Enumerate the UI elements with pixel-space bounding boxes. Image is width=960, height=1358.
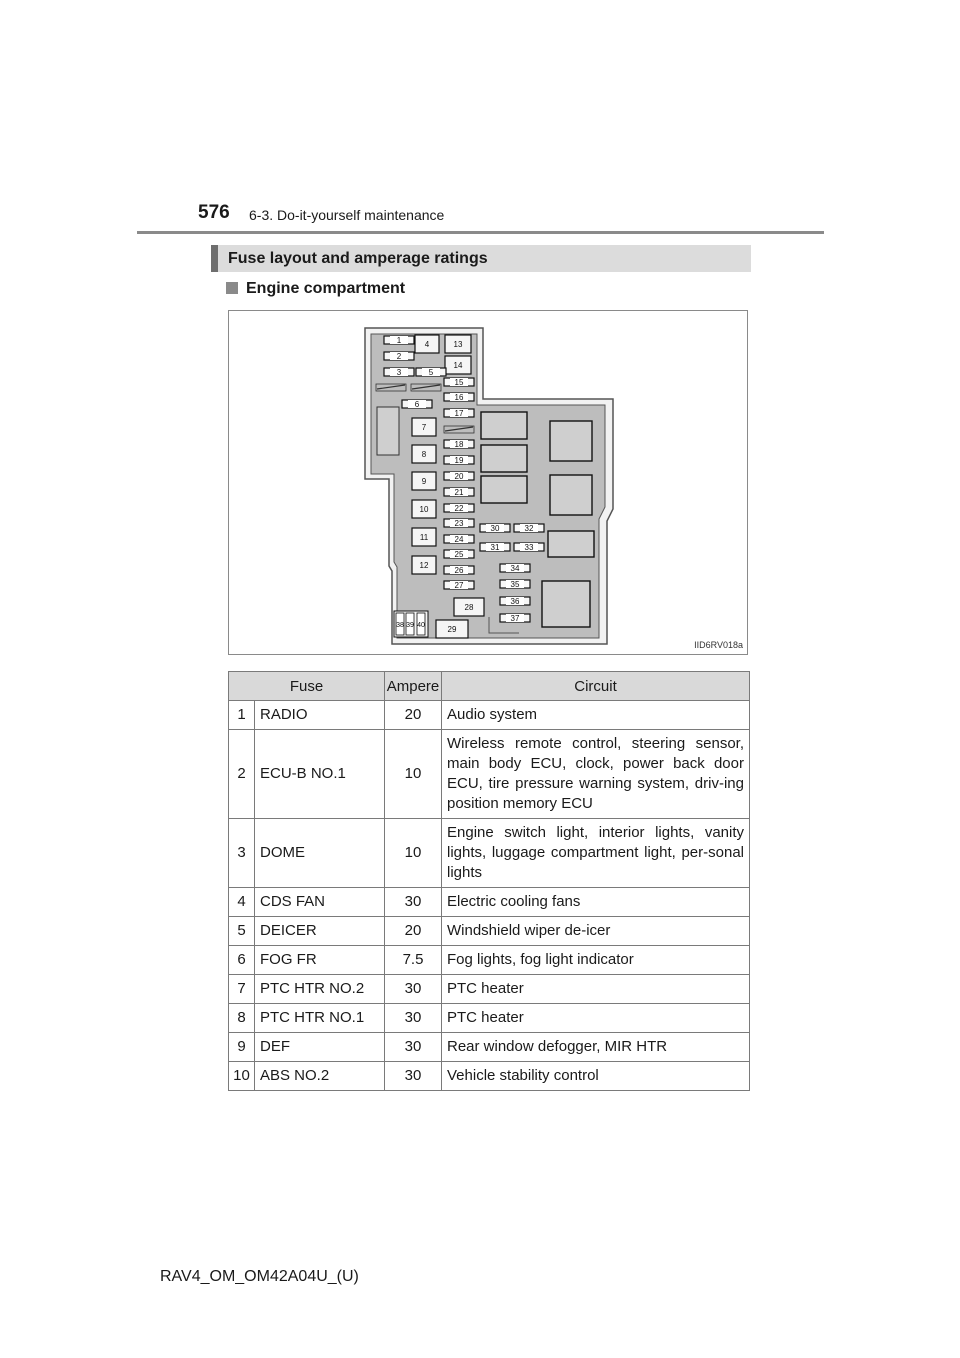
fuse-label: 14: [453, 361, 463, 370]
fuse-number-cell: 8: [229, 1004, 255, 1033]
circuit-cell: Engine switch light, interior lights, vanity lights, luggage compartment light, per-sonal lights: [442, 819, 750, 888]
fuse-number-cell: 7: [229, 975, 255, 1004]
fuse-label: 13: [453, 340, 463, 349]
fuse-label: 6: [414, 400, 420, 409]
table-row: [229, 730, 750, 819]
fuse-name-cell: ECU-B NO.1: [255, 730, 385, 819]
fuse-number-cell: 10: [229, 1062, 255, 1091]
fuse-label: 8: [421, 450, 427, 459]
fuse-label: 34: [510, 564, 520, 573]
table-header-row: [229, 672, 750, 701]
fuse-number-cell: 9: [229, 1033, 255, 1062]
fuse-label: 18: [454, 440, 464, 449]
ampere-cell: 30: [385, 1004, 442, 1033]
ampere-cell: 30: [385, 1062, 442, 1091]
circuit-cell: Rear window defogger, MIR HTR: [442, 1033, 750, 1062]
fuse-name-cell: DOME: [255, 819, 385, 888]
section-bar-title: Fuse layout and amperage ratings: [228, 250, 488, 267]
fuse-box-diagram: [228, 310, 748, 655]
ampere-cell: 30: [385, 888, 442, 917]
circuit-cell: Windshield wiper de-icer: [442, 917, 750, 946]
fuse-box-drawing: [229, 311, 749, 656]
fuse-label: 19: [454, 456, 464, 465]
table-row: [229, 946, 750, 975]
circuit-cell: PTC heater: [442, 975, 750, 1004]
page-number: 576: [198, 202, 230, 223]
fuse-number-cell: 2: [229, 730, 255, 819]
fuse-number-cell: 3: [229, 819, 255, 888]
fuse-name-cell: DEF: [255, 1033, 385, 1062]
relay: [481, 476, 527, 503]
footer-model-code: RAV4_OM_OM42A04U_(U): [160, 1268, 359, 1285]
fuse-label: 12: [419, 561, 429, 570]
relay: [481, 412, 527, 439]
fuse-label: 21: [454, 488, 464, 497]
fuse-label: 31: [490, 543, 500, 552]
fuse-label: 15: [454, 378, 464, 387]
fuse-name-cell: FOG FR: [255, 946, 385, 975]
fuse-label: 39: [406, 622, 414, 629]
fuse-label: 27: [454, 581, 464, 590]
circuit-cell: PTC heater: [442, 1004, 750, 1033]
relay: [550, 475, 592, 515]
fuse-number-cell: 6: [229, 946, 255, 975]
fuse-label: 38: [396, 622, 404, 629]
figure-code: IID6RV018a: [694, 640, 743, 650]
ampere-cell: 30: [385, 1033, 442, 1062]
fuse-label: 10: [419, 505, 429, 514]
fuse-label: 26: [454, 566, 464, 575]
relay-slot: [377, 407, 399, 455]
ampere-cell: 7.5: [385, 946, 442, 975]
square-bullet-icon: [226, 282, 238, 294]
fuse-label: 11: [419, 533, 429, 542]
fuse-label: 37: [510, 614, 520, 623]
fuse-label: 20: [454, 472, 464, 481]
section-title: 6-3. Do-it-yourself maintenance: [249, 207, 445, 223]
fuse-label: 24: [454, 535, 464, 544]
ampere-cell: 10: [385, 819, 442, 888]
fuse-number-cell: 5: [229, 917, 255, 946]
relay: [550, 421, 592, 461]
fuse-label: 5: [428, 368, 434, 377]
fuse-label: 32: [524, 524, 534, 533]
fuse-label: 17: [454, 409, 464, 418]
fuse-number-cell: 1: [229, 701, 255, 730]
fuse-table: [228, 671, 750, 1091]
circuit-cell: Audio system: [442, 701, 750, 730]
header-circuit: Circuit: [442, 672, 750, 701]
fuse-name-cell: PTC HTR NO.1: [255, 1004, 385, 1033]
fuse-label: 35: [510, 580, 520, 589]
fuse-name-cell: PTC HTR NO.2: [255, 975, 385, 1004]
ampere-cell: 30: [385, 975, 442, 1004]
table-row: [229, 819, 750, 888]
fuse-label: 2: [396, 352, 402, 361]
section-bar: [211, 245, 751, 272]
fuse-label: 33: [524, 543, 534, 552]
fuse-label: 4: [424, 340, 430, 349]
fuse-label: 30: [490, 524, 500, 533]
fuse-label: 1: [396, 336, 402, 345]
relay: [548, 531, 594, 557]
subsection-title: Engine compartment: [246, 280, 406, 297]
table-row: [229, 701, 750, 730]
table-row: [229, 975, 750, 1004]
ampere-cell: 20: [385, 917, 442, 946]
fuse-label: 9: [421, 477, 427, 486]
table-row: [229, 1033, 750, 1062]
fuse-label: 7: [421, 423, 427, 432]
subsection-heading: [226, 280, 405, 298]
fuse-label: 22: [454, 504, 464, 513]
header-rule: [137, 231, 824, 234]
fuse-label: 25: [454, 550, 464, 559]
table-row: [229, 1004, 750, 1033]
header-ampere: Ampere: [385, 672, 442, 701]
fuse-name-cell: CDS FAN: [255, 888, 385, 917]
circuit-cell: Vehicle stability control: [442, 1062, 750, 1091]
table-row: [229, 917, 750, 946]
relay: [542, 581, 590, 627]
ampere-cell: 20: [385, 701, 442, 730]
fuse-label: 28: [464, 603, 474, 612]
table-row: [229, 888, 750, 917]
fuse-name-cell: ABS NO.2: [255, 1062, 385, 1091]
fuse-label: 3: [396, 368, 402, 377]
circuit-cell: Wireless remote control, steering sensor, main body ECU, clock, power back door ECU, tire pressure warning system, driv-ing position memory ECU: [442, 730, 750, 819]
fuse-label: 23: [454, 519, 464, 528]
fuse-name-cell: RADIO: [255, 701, 385, 730]
circuit-cell: Electric cooling fans: [442, 888, 750, 917]
header-fuse: Fuse: [229, 672, 385, 701]
fuse-label: 36: [510, 597, 520, 606]
circuit-cell: Fog lights, fog light indicator: [442, 946, 750, 975]
fuse-label: 16: [454, 393, 464, 402]
fuse-label: 29: [447, 625, 457, 634]
ampere-cell: 10: [385, 730, 442, 819]
fuse-label: 40: [417, 622, 425, 629]
fuse-name-cell: DEICER: [255, 917, 385, 946]
relay: [481, 445, 527, 472]
fuse-number-cell: 4: [229, 888, 255, 917]
table-row: [229, 1062, 750, 1091]
